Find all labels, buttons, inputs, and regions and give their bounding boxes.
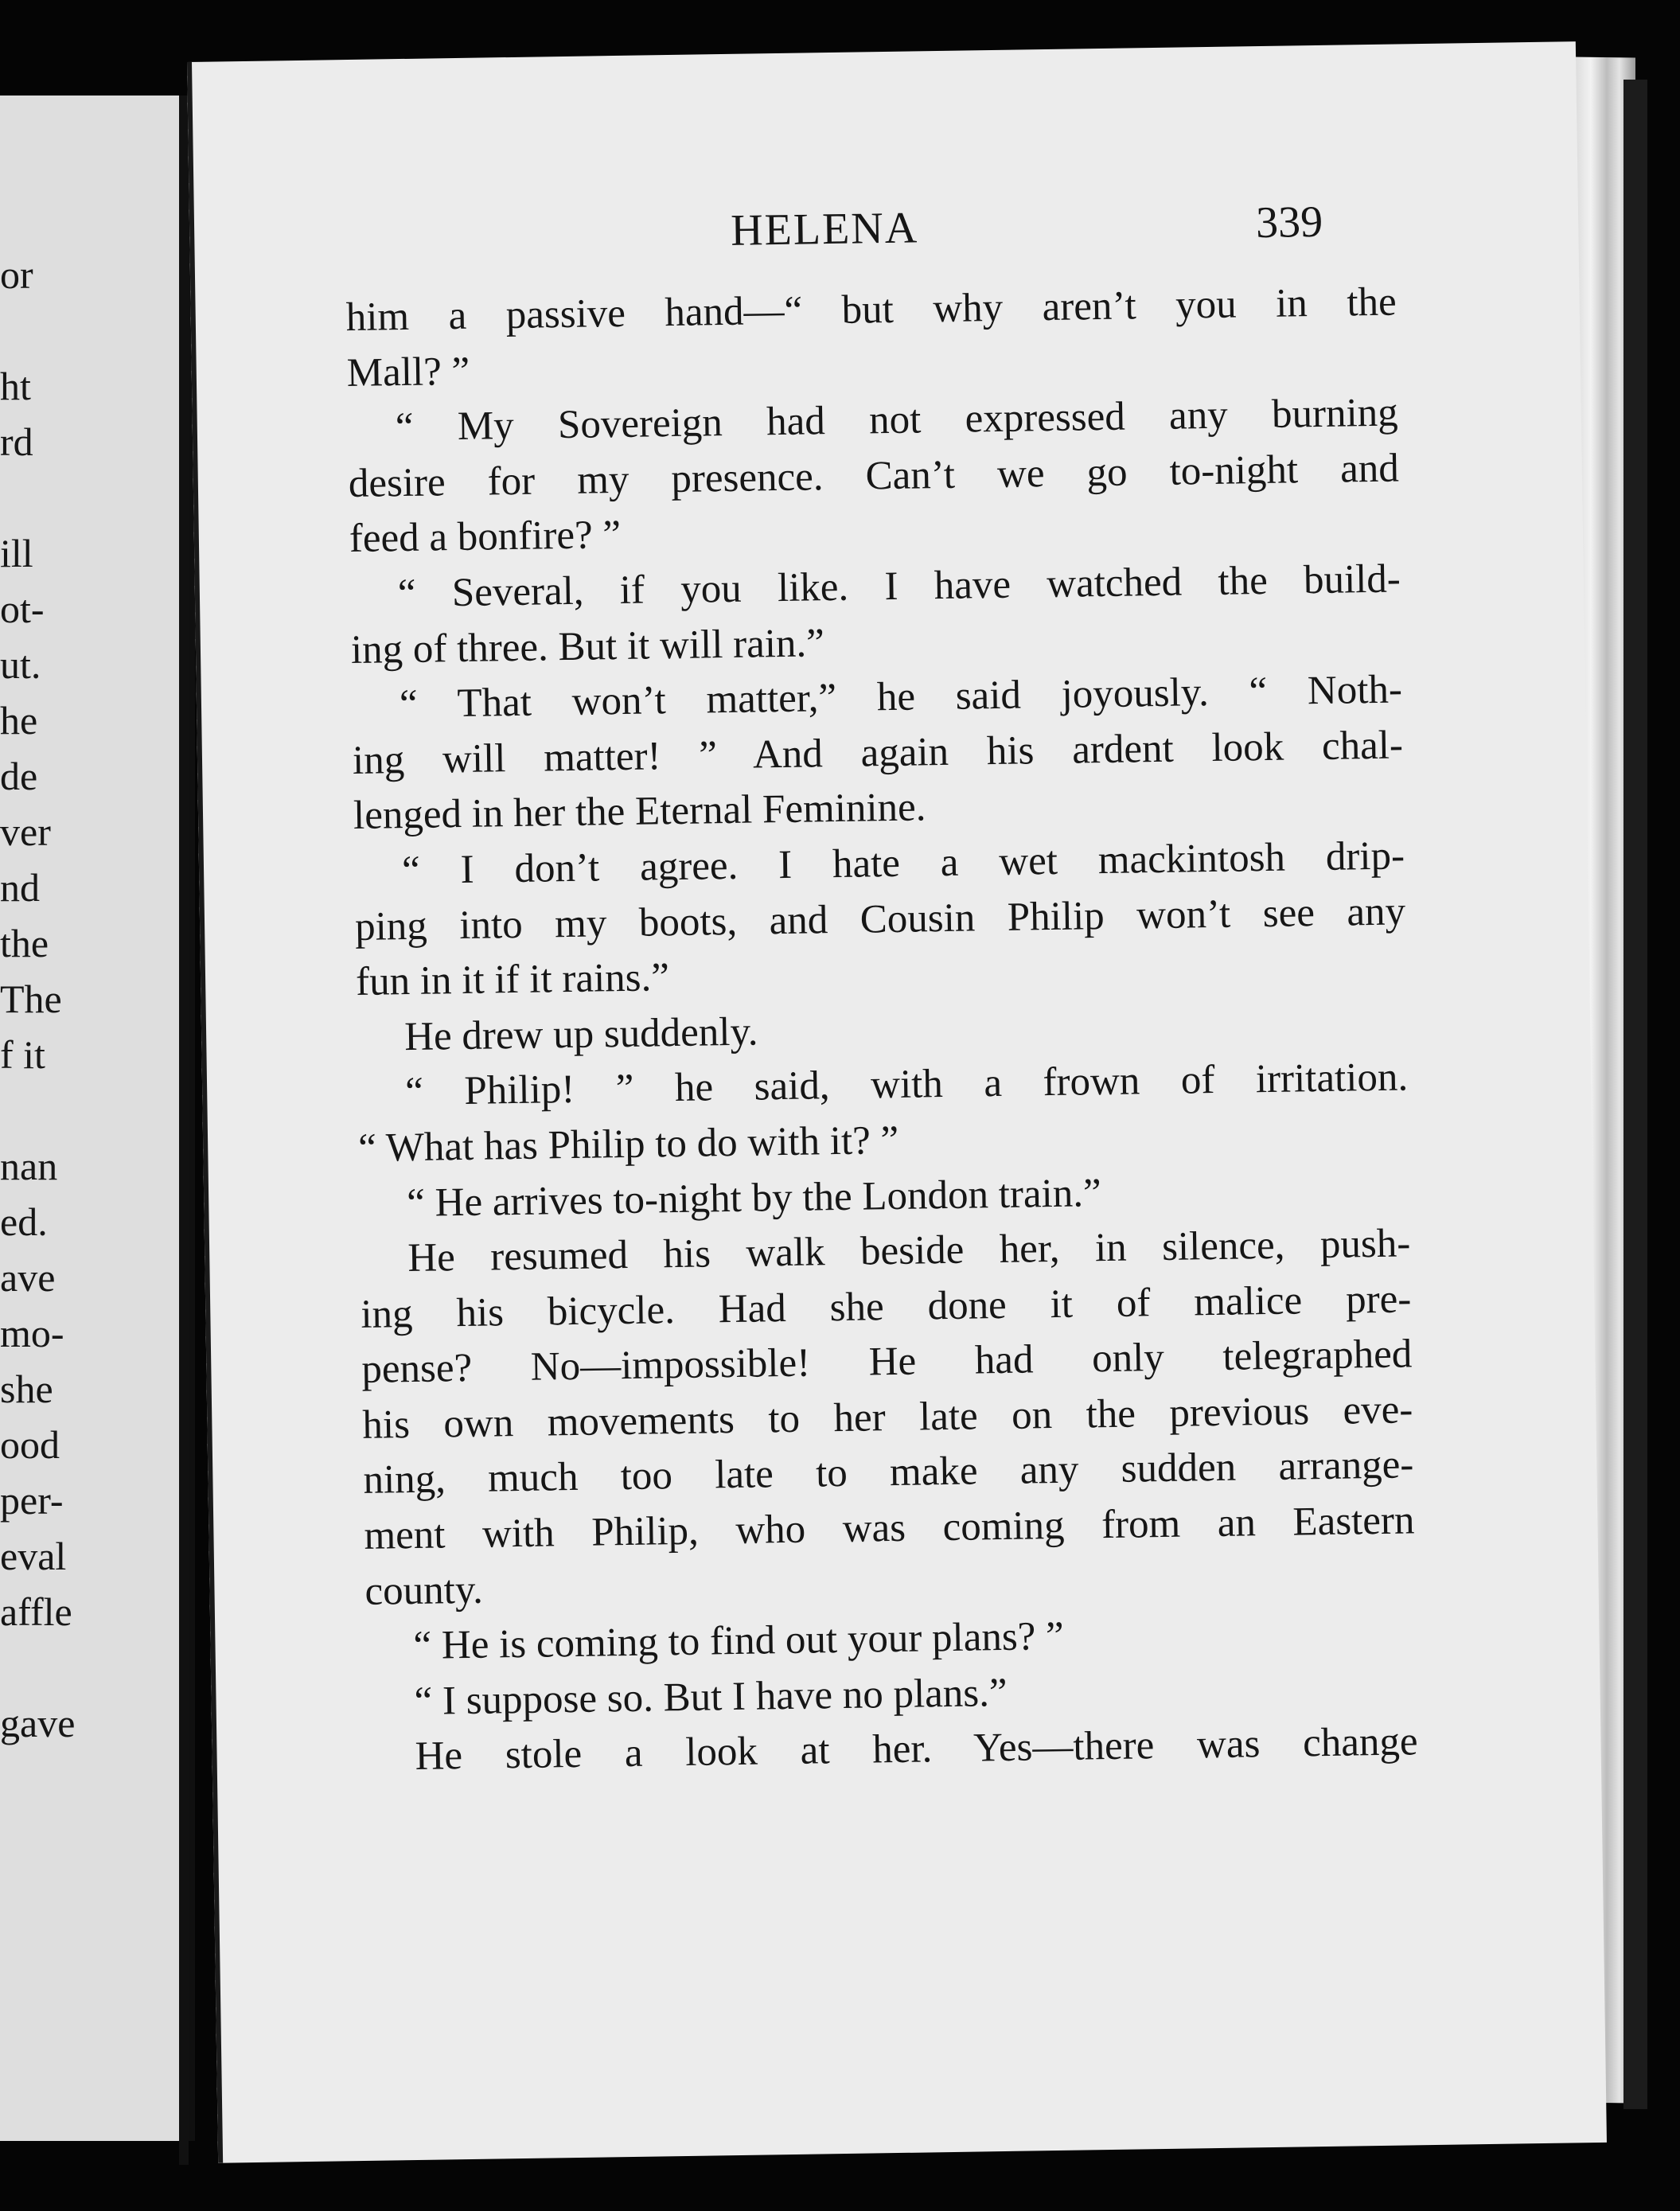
left-page-fragment: ot-: [0, 587, 45, 631]
text-line: desire for my presence. Can’t we go to-night and: [348, 446, 1400, 506]
text-line: pense? No—impossible! He had only telegraphed: [361, 1332, 1413, 1393]
left-page-fragment: she: [0, 1367, 53, 1411]
left-page-fragment: de: [0, 754, 38, 798]
left-page-fragment: or: [0, 252, 33, 297]
text-line: “ That won’t matter,” he said joyously. “ Noth-: [399, 667, 1403, 727]
text-line: “ He is coming to find out your plans? ”: [413, 1614, 1065, 1669]
text-line: He stole a look at her. Yes—there was change: [415, 1719, 1418, 1780]
left-page-fragment: ood: [0, 1422, 60, 1467]
running-head: [189, 193, 1579, 277]
previous-page-edge: [0, 96, 195, 2141]
left-page-fragment: rd: [0, 419, 33, 464]
book-gutter: [179, 96, 189, 2165]
text-line: “ He arrives to-night by the London train.”: [406, 1170, 1102, 1226]
body-text: [345, 275, 1418, 1785]
text-line: “ I suppose so. But I have no plans.”: [414, 1670, 1008, 1724]
left-page-fragment: ave: [0, 1255, 56, 1300]
left-page-fragment: ht: [0, 364, 31, 408]
left-page-fragment: f it: [0, 1032, 45, 1077]
left-page-fragment: ed.: [0, 1199, 48, 1244]
left-page-fragment: the: [0, 921, 49, 965]
page-stack-shadow: [1623, 80, 1647, 2109]
left-page-fragment: gave: [0, 1701, 76, 1745]
text-line: He drew up suddenly.: [403, 1009, 758, 1059]
text-line: ping into my boots, and Cousin Philip won’t see any: [354, 888, 1406, 950]
text-line: “ My Sovereign had not expressed any burning: [395, 390, 1399, 450]
text-line: ing his bicycle. Had she done it of malice pre-: [360, 1277, 1412, 1337]
text-line: “ What has Philip to do with it? ”: [357, 1117, 899, 1171]
left-page-fragment: mo-: [0, 1311, 64, 1355]
text-line: lenged in her the Eternal Feminine.: [353, 785, 926, 839]
text-line: ing of three. But it will rain.”: [350, 620, 825, 673]
left-page-fragment: ver: [0, 809, 51, 854]
text-line: county.: [364, 1567, 484, 1614]
left-page-fragment: nan: [0, 1144, 58, 1188]
text-line: him a passive hand—“ but why aren’t you in the: [345, 279, 1397, 341]
left-page-fragment: ill: [0, 531, 33, 575]
page-number: 339: [1255, 197, 1323, 248]
left-page-fragment: affle: [0, 1589, 72, 1634]
running-title: HELENA: [730, 203, 919, 255]
text-line: ning, much too late to make any sudden arrange-: [363, 1442, 1414, 1503]
text-line: “ Philip! ” he said, with a frown of irritation.: [404, 1055, 1409, 1115]
text-line: fun in it if it rains.”: [355, 955, 670, 1005]
text-line: “ I don’t agree. I hate a wet mackintosh drip-: [401, 833, 1405, 894]
book-page: [187, 41, 1607, 2163]
left-page-fragment: eval: [0, 1534, 67, 1578]
left-page-fragment: nd: [0, 865, 40, 910]
text-line: Mall? ”: [346, 349, 470, 396]
left-page-fragment: he: [0, 698, 38, 743]
text-line: “ Several, if you like. I have watched the build-: [397, 556, 1401, 617]
text-line: ing will matter! ” And again his ardent look chal-: [352, 723, 1404, 783]
text-line: He resumed his walk beside her, in silence, push-: [407, 1221, 1411, 1281]
text-line: his own movements to her late on the previous eve-: [362, 1387, 1413, 1448]
left-page-fragment: per-: [0, 1478, 64, 1523]
left-page-fragment: The: [0, 977, 62, 1021]
text-line: feed a bonfire? ”: [349, 513, 622, 562]
text-line: ment with Philip, who was coming from an Eastern: [364, 1498, 1415, 1558]
left-page-fragment: ut.: [0, 642, 41, 687]
